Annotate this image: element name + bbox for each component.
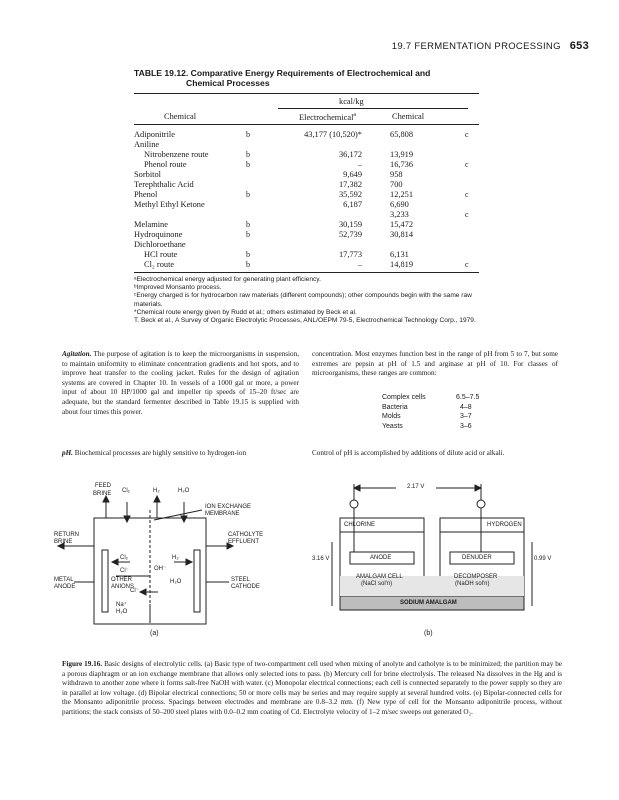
unit-label: kcal/kg xyxy=(339,97,364,106)
table-bottom-rule xyxy=(134,272,479,273)
row-chemical-name: Terephthalic Acid xyxy=(134,180,194,189)
row-electrochemical-value: 17,382 xyxy=(338,180,362,189)
table-row xyxy=(134,180,479,190)
agitation-title: Agitation. xyxy=(62,350,92,358)
hydroxide-label: OH⁻ xyxy=(154,566,167,572)
table-unit-rule xyxy=(278,108,468,109)
effluent-label: EFFLUENT xyxy=(228,539,260,545)
sodium-amalgam-label: SODIUM AMALGAM xyxy=(400,600,457,606)
figure-caption xyxy=(62,660,562,718)
steel-label: STEEL xyxy=(231,577,251,583)
agitation-text: The purpose of agitation is to keep the microorganisms in suspension, to maintain uniformity to eliminate concentration gradients and hot spots, and to improve heat transfer to the cooling jacket. Rules for the design of agitation systems are covered in Chapter 10. In vessels of a 1000 gal or more, a power input of about 10 HP/1000 gal and impeller tip speeds of 15–20 ft/sec are adequate, but the standard fermenter described in Table 19.15 is supplied with about four times this power. xyxy=(62,350,300,416)
table-row xyxy=(134,220,479,230)
return-brine-label: BRINE xyxy=(54,539,73,545)
diagram-a xyxy=(54,480,294,645)
row-electrochemical-value: 17,773 xyxy=(338,250,362,259)
table-body xyxy=(134,130,479,270)
row-footnote-mark: b xyxy=(246,230,250,239)
row-chemical-name: Phenol xyxy=(134,190,158,199)
row-footnote-mark: b xyxy=(246,160,250,169)
table-header-rule xyxy=(134,124,479,125)
anions-label: ANIONS xyxy=(111,584,135,590)
row-chemical-value: 12,251 xyxy=(390,190,414,199)
row-chemical-value: 30,814 xyxy=(390,230,414,239)
row-chemical-value: 15,472 xyxy=(390,220,414,229)
figure-title: Figure 19.16. xyxy=(62,660,103,668)
row-note-mark: c xyxy=(465,160,469,169)
return-label: RETURN xyxy=(54,532,79,538)
figure-text: Basic designs of electrolytic cells. (a) Basic type of two-compartment cell used when mixing of anolyte and catholyte is to be minimized; the partition may be a porous diaphragm or an ion exchange membrane that allows only selected ions to pass. (b) Mercury cell for brine electrolysis. The released Na dissolves in the Hg and is withdrawn to another zone where it forms salt-free NaOH with water. (c) Monopolar electrical connections; each cell is connected separately to the power supply so they are in parallel at low voltage. (d) Bipolar electrical connections; 50 or more cells may be series and may require supply at several hundred volts. (e) Bipolar-connected cells for the Monsanto adiponitrile process. Spacings between electrodes and membrane are 0.8–3.2 mm. (f) New type of cell for the Monsanto adiponitrile process, without partitions; the stack consists of 50–200 steel plates with 0.0–0.2 mm coating of Cd. Electrolyte velocity of 1–2 m/sec sweeps out generated O₂. xyxy=(62,660,562,716)
ph-title: pH. xyxy=(62,449,73,457)
row-electrochemical-value: – xyxy=(357,260,362,269)
table-row xyxy=(134,250,479,260)
brine-label: BRINE xyxy=(93,491,112,497)
diagram-b-label: (b) xyxy=(424,630,433,637)
table-footnotes xyxy=(134,276,479,325)
row-chemical-name: Nitrobenzene route xyxy=(144,150,209,159)
table-row xyxy=(134,230,479,240)
table-row xyxy=(134,140,479,150)
ph-paragraph xyxy=(62,449,299,459)
amalgam-cell-label: AMALGAM CELL xyxy=(356,574,403,580)
water-inner-label: H₂O xyxy=(170,579,182,585)
row-chemical-value: 13,919 xyxy=(390,150,414,159)
cathode-label: CATHODE xyxy=(231,584,260,590)
ph-range-row: Molds 3–7 xyxy=(382,413,472,421)
row-electrochemical-value: 30,159 xyxy=(338,220,362,229)
footnote-c: ᶜEnergy charged is for hydrocarbon raw materials (different compounds); other compounds begin with the same raw materials. xyxy=(134,292,472,308)
row-electrochemical-value: 36,172 xyxy=(338,150,362,159)
voltage-316: 3.16 V xyxy=(312,556,330,562)
nacl-label: (NaCl sol'n) xyxy=(361,581,393,587)
table-caption-line2: Chemical Processes xyxy=(186,78,270,88)
table-row xyxy=(134,170,479,180)
naoh-label: (NaOH sol'n) xyxy=(455,581,490,587)
table-row xyxy=(134,210,479,220)
ph-ranges-list xyxy=(382,393,522,431)
diagram-a-label: (a) xyxy=(150,630,159,637)
row-note-mark: c xyxy=(465,130,469,139)
ph-range-row: Yeasts 3–6 xyxy=(382,422,472,430)
membrane-label: MEMBRANE xyxy=(205,511,240,517)
ph-text: Biochemical processes are highly sensitive to hydrogen-ion xyxy=(74,449,247,457)
col-chemical: Chemical xyxy=(164,112,197,121)
table-row xyxy=(134,150,479,160)
col-chemical-energy: Chemical xyxy=(392,112,425,121)
row-footnote-mark: b xyxy=(246,150,250,159)
metal-label: METAL xyxy=(54,577,74,583)
catholyte-label: CATHOLYTE xyxy=(228,532,264,538)
table-header-row xyxy=(134,112,479,122)
anode-label: ANODE xyxy=(370,555,392,561)
agitation-paragraph xyxy=(62,350,299,417)
other-label: OTHER xyxy=(111,577,132,583)
diagram-a-drawing xyxy=(54,480,294,645)
feed-label: FEED xyxy=(95,483,112,489)
col-electrochemical: Electrochemical$^a$ xyxy=(299,112,357,122)
section-title: 19.7 FERMENTATION PROCESSING xyxy=(391,41,561,52)
row-chemical-name: HCl route xyxy=(144,250,178,259)
row-electrochemical-value: 43,177 (10,520)* xyxy=(304,130,362,139)
row-chemical-value: 6,690 xyxy=(390,200,409,209)
cl2-inner-label: Cl₂ xyxy=(120,555,128,561)
h2-inner-label: H₂ xyxy=(172,555,179,561)
row-chemical-value: 6,131 xyxy=(390,250,409,259)
row-note-mark: c xyxy=(465,210,469,219)
ion-exchange-label: ION EXCHANGE xyxy=(205,504,252,510)
row-chemical-name: Dichloroethane xyxy=(134,240,186,249)
table-top-rule xyxy=(134,93,479,94)
row-chemical-name: Methyl Ethyl Ketone xyxy=(134,200,205,209)
chloride-label: Cl⁻ xyxy=(120,568,129,574)
row-note-mark: c xyxy=(465,190,469,199)
table-row xyxy=(134,160,479,170)
footnote-star: *Chemical route energy given by Rudd et al.; others estimated by Beck et al. xyxy=(134,308,357,316)
row-chemical-name: Hydroquinone xyxy=(134,230,183,239)
ph-continued: concentration. Most enzymes function best in the range of pH from 5 to 7, but some extremes are pepsin at pH of 1.5 and arginase at pH of 10. For classes of microorganisms, these ranges are common: xyxy=(312,350,558,378)
table-row xyxy=(134,260,479,270)
row-chemical-value: 3,233 xyxy=(390,210,409,219)
row-electrochemical-value: 6,187 xyxy=(343,200,362,209)
footnote-a: ᵃElectrochemical energy adjusted for generating plant efficiency. xyxy=(134,276,321,283)
running-header xyxy=(392,40,589,52)
table-row xyxy=(134,240,479,250)
row-footnote-mark: b xyxy=(246,250,250,259)
anode-label-a: ANODE xyxy=(54,584,76,590)
cl2-label: Cl₂ xyxy=(122,488,130,494)
table-caption-line1: TABLE 19.12. Comparative Energy Requirements of Electrochemical and xyxy=(134,68,431,78)
row-chemical-value: 700 xyxy=(390,180,403,189)
footnote-b: ᵇImproved Monsanto process. xyxy=(134,284,222,292)
voltage-217: 2.17 V xyxy=(407,484,425,490)
chlorine-label: CHLORINE xyxy=(344,522,376,528)
table-row xyxy=(134,200,479,210)
row-electrochemical-value: 35,592 xyxy=(338,190,362,199)
ph-range-row: Complex cells 6.5–7.5 xyxy=(382,394,480,401)
row-chemical-name: Melamine xyxy=(134,220,168,229)
table-row xyxy=(134,130,479,140)
water-bottom-label: H₂O xyxy=(116,609,128,615)
sodium-ion-label: Na⁺ xyxy=(116,602,127,608)
denuder-label: DENUDER xyxy=(462,555,492,561)
row-footnote-mark: b xyxy=(246,220,250,229)
row-electrochemical-value: – xyxy=(357,160,362,169)
row-chemical-name: Aniline xyxy=(134,140,160,149)
row-chemical-value: 14,819 xyxy=(390,260,414,269)
footnote-source: T. Beck et al., A Survey of Organic Electrolytic Processes, ANL/OEPM 79-5, Electrochemical Technology Corp., 1979. xyxy=(134,317,476,325)
row-note-mark: c xyxy=(465,260,469,269)
ph-control-text: Control of pH is accomplished by additions of dilute acid or alkali. xyxy=(312,449,505,457)
hydrogen-label: HYDROGEN xyxy=(487,522,522,528)
row-chemical-name: Sorbitol xyxy=(134,170,161,179)
ph-range-row: Bacteria 4–8 xyxy=(382,403,472,411)
row-chemical-name: Adiponitrile xyxy=(134,130,175,139)
h2-label: H₂ xyxy=(153,488,160,494)
row-chemical-value: 16,736 xyxy=(390,160,414,169)
voltage-099: 0.99 V xyxy=(534,556,552,562)
row-chemical-name: Phenol route xyxy=(144,160,187,169)
row-footnote-mark: b xyxy=(246,260,250,269)
decomposer-label: DECOMPOSER xyxy=(454,574,498,580)
row-chemical-value: 65,808 xyxy=(390,130,414,139)
page-number: 653 xyxy=(569,40,589,52)
table-row xyxy=(134,190,479,200)
row-electrochemical-value: 9,649 xyxy=(343,170,362,179)
chloride-2-label: Cl⁻ xyxy=(130,588,139,594)
row-footnote-mark: b xyxy=(246,190,250,199)
row-footnote-mark: b xyxy=(246,130,250,139)
table-caption xyxy=(134,68,430,88)
row-chemical-value: 958 xyxy=(390,170,403,179)
row-electrochemical-value: 52,739 xyxy=(338,230,362,239)
diagram-b xyxy=(304,480,574,645)
h2o-label: H₂O xyxy=(178,488,190,494)
row-chemical-name: Cl₂ route xyxy=(144,260,175,269)
